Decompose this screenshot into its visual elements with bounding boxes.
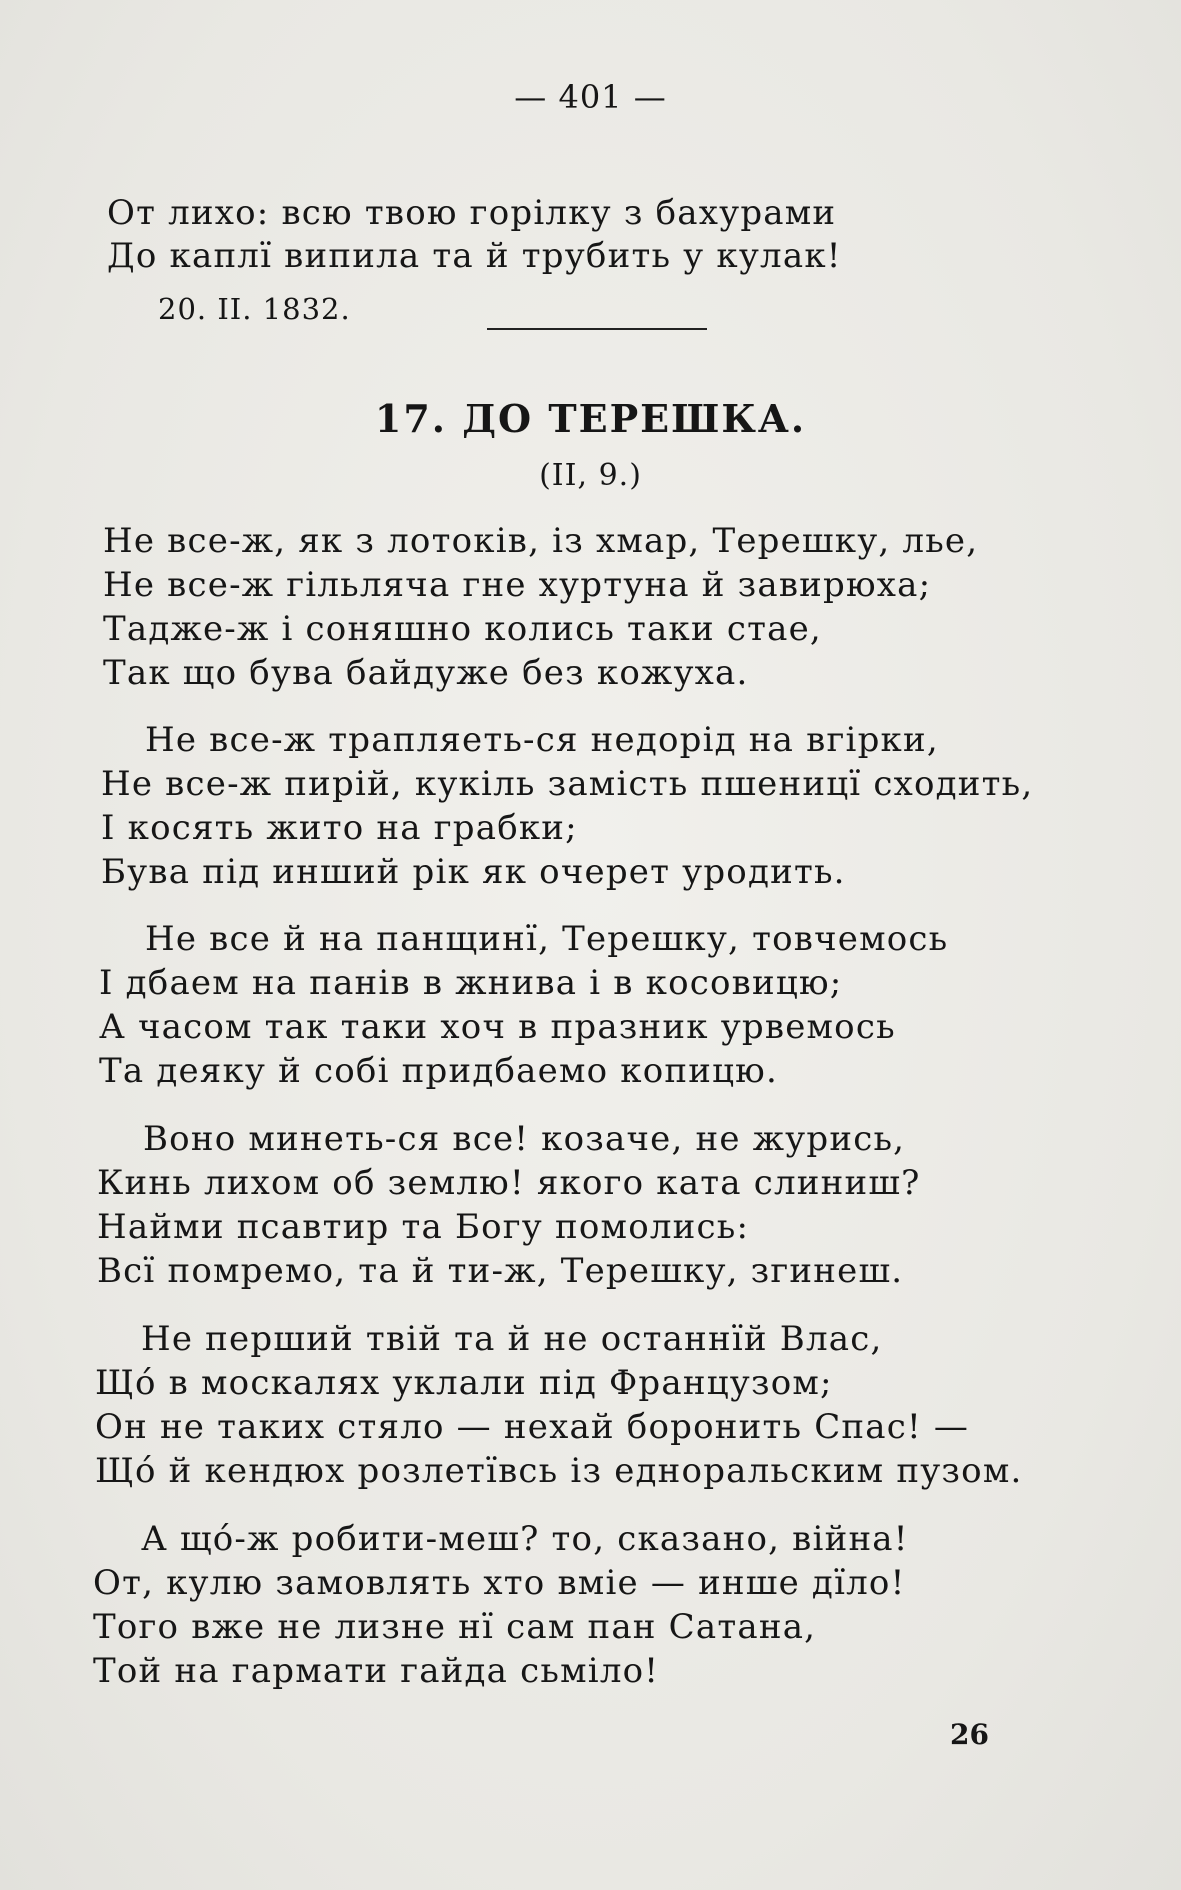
- stanza-5-line-4: Щó й кендюх розлетївсь із едноральским пузом.: [95, 1451, 1023, 1491]
- stanza-4-line-1: Воно минеть-ся все! козаче, не журись,: [143, 1119, 906, 1159]
- stanza-5-line-3: Он не таких стяло — нехай боронить Спас! —: [95, 1407, 970, 1447]
- stanza-3-line-4: Та деяку й собі придбаемо копицю.: [99, 1051, 778, 1091]
- date: 20. II. 1832.: [158, 292, 351, 326]
- opening-line: От лихо: всю твою горілку з бахурами: [107, 193, 837, 233]
- stanza-3-line-3: А часом так таки хоч в празник урвемось: [99, 1007, 896, 1047]
- stanza-2-line-2: Не все-ж пирій, кукіль замість пшеницї сходить,: [101, 764, 1034, 804]
- stanza-2-line-3: І косять жито на грабки;: [101, 808, 578, 848]
- stanza-4-line-4: Всї помремо, та й ти-ж, Терешку, згинеш.: [97, 1251, 904, 1291]
- stanza-5-line-2: Щó в москалях уклали під Французом;: [95, 1363, 833, 1403]
- stanza-1-line-1: Не все-ж, як з лотоків, із хмар, Терешку, лье,: [103, 521, 979, 561]
- stanza-3-line-1: Не все й на панщинї, Терешку, товчемось: [145, 919, 949, 959]
- stanza-4-line-3: Найми псавтир та Богу помолись:: [97, 1207, 750, 1247]
- poem-subtitle: (II, 9.): [539, 458, 642, 493]
- stanza-2-line-4: Бува під инший рік як очерет уродить.: [101, 852, 846, 892]
- stanza-6-line-4: Той на гармати гайда сьміло!: [93, 1651, 660, 1691]
- stanza-4-line-2: Кинь лихом об землю! якого ката слиниш?: [97, 1163, 921, 1203]
- poem-title: 17. ДО ТЕРЕШКА.: [374, 396, 807, 441]
- page-number: — 401 —: [514, 78, 667, 116]
- signature-mark: 26: [950, 1718, 989, 1751]
- stanza-1-line-4: Так що бува байдуже без кожуха.: [103, 653, 749, 693]
- opening-line: До каплї випила та й трубить у кулак!: [107, 236, 842, 276]
- stanza-3-line-2: І дбаем на панів в жнива і в косовицю;: [99, 963, 843, 1003]
- stanza-1-line-2: Не все-ж гільляча гне хуртуна й завирюха;: [103, 565, 932, 605]
- stanza-6-line-3: Того вже не лизне нї сам пан Сатана,: [93, 1607, 817, 1647]
- stanza-5-line-1: Не перший твій та й не останнїй Влас,: [141, 1319, 883, 1359]
- stanza-1-line-3: Тадже-ж і соняшно колись таки стае,: [103, 609, 822, 649]
- section-divider: [487, 328, 707, 330]
- stanza-2-line-1: Не все-ж трапляеть-ся недорід на вгірки,: [145, 720, 939, 760]
- stanza-6-line-1: А щó-ж робити-меш? то, сказано, війна!: [141, 1519, 909, 1559]
- stanza-6-line-2: От, кулю замовлять хто вміе — инше дїло!: [93, 1563, 906, 1603]
